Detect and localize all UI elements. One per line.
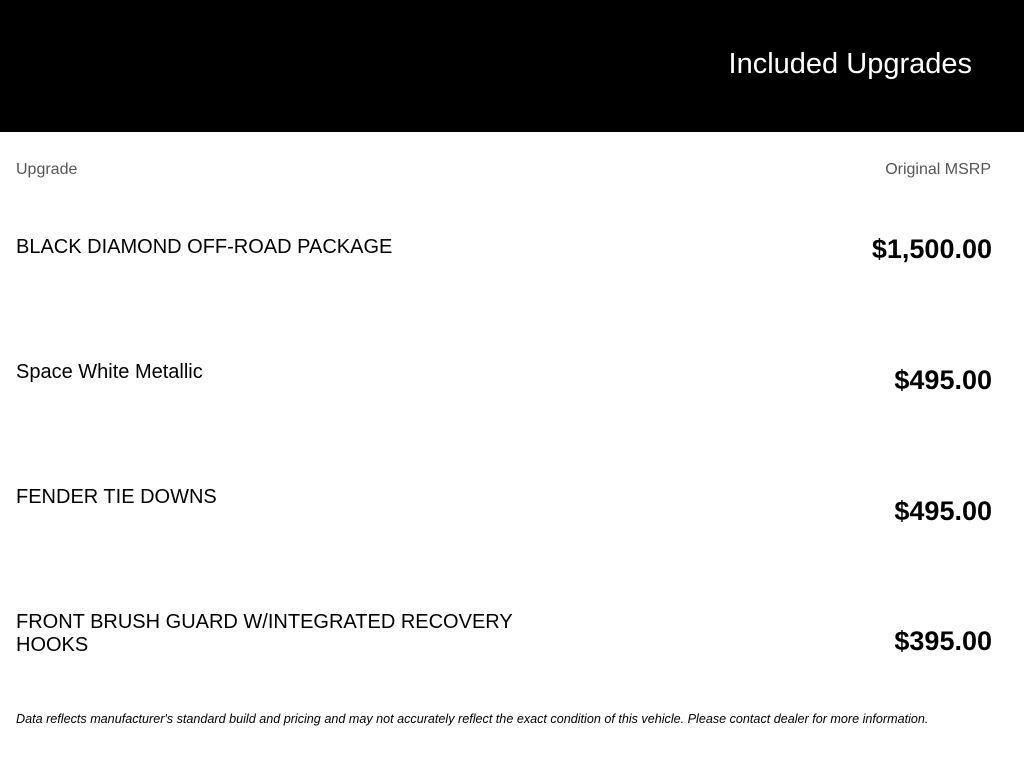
upgrade-name: FRONT BRUSH GUARD W/INTEGRATED RECOVERY HOOKS bbox=[16, 611, 513, 656]
upgrade-price: $1,500.00 bbox=[871, 234, 992, 264]
upgrade-name: Space White Metallic bbox=[16, 361, 203, 383]
column-header-upgrade: Upgrade bbox=[16, 161, 78, 178]
upgrade-row bbox=[0, 486, 1024, 586]
upgrade-row bbox=[0, 611, 1024, 711]
page-title: Included Upgrades bbox=[728, 48, 972, 80]
upgrade-price: $395.00 bbox=[894, 626, 992, 656]
upgrade-name: BLACK DIAMOND OFF-ROAD PACKAGE bbox=[16, 236, 393, 258]
upgrade-name: FENDER TIE DOWNS bbox=[16, 486, 217, 508]
header-banner bbox=[0, 0, 1024, 132]
upgrade-price: $495.00 bbox=[894, 496, 992, 526]
upgrade-price: $495.00 bbox=[894, 365, 992, 395]
column-header-msrp: Original MSRP bbox=[885, 161, 991, 178]
upgrade-row bbox=[0, 361, 1024, 461]
disclaimer-text: Data reflects manufacturer's standard build and pricing and may not accurately reflect the exact condition of this vehicle. Please contact dealer for more information. bbox=[16, 712, 929, 726]
upgrade-row bbox=[0, 236, 1024, 336]
